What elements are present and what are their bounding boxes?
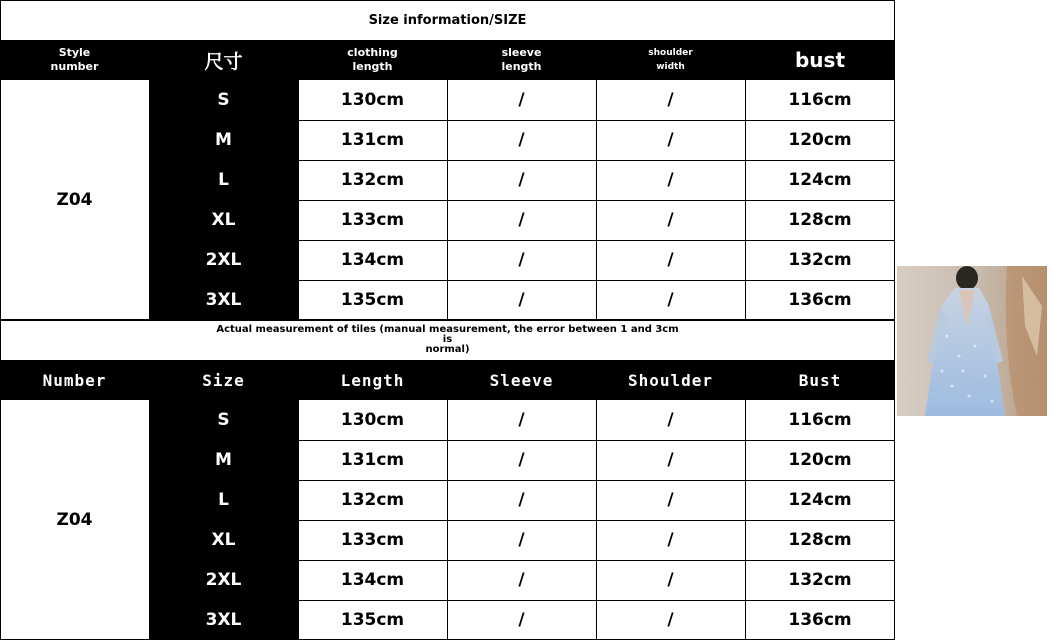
sleeve-cell bbox=[447, 400, 596, 440]
bust-cell bbox=[745, 120, 895, 160]
length-cell bbox=[298, 400, 447, 440]
grid-line bbox=[447, 400, 448, 640]
shoulder-cell-text: / bbox=[667, 530, 674, 550]
dress-model-image bbox=[897, 266, 1047, 416]
size-cell bbox=[149, 200, 298, 240]
size-cell-text: M bbox=[215, 450, 232, 470]
header-line-2: width bbox=[656, 62, 685, 72]
length-cell bbox=[298, 240, 447, 280]
shoulder-cell-text: / bbox=[667, 450, 674, 470]
length-cell bbox=[298, 80, 447, 120]
bust-cell bbox=[745, 480, 895, 520]
sleeve-cell-text: / bbox=[518, 90, 525, 110]
size-cell-text: 3XL bbox=[205, 290, 242, 310]
bust-cell bbox=[745, 200, 895, 240]
grid-line bbox=[298, 400, 299, 640]
length-cell bbox=[298, 160, 447, 200]
sleeve-cell-text: / bbox=[518, 290, 525, 310]
shoulder-cell bbox=[596, 80, 745, 120]
length-cell-text: 132cm bbox=[340, 170, 405, 190]
length-cell-text: 130cm bbox=[340, 90, 405, 110]
bust-cell-text: 132cm bbox=[788, 570, 852, 590]
grid-line bbox=[0, 320, 1, 640]
bust-cell bbox=[745, 160, 895, 200]
bust-cell-text: 120cm bbox=[788, 450, 852, 470]
header-line-1: bust bbox=[794, 48, 846, 72]
column-header-text bbox=[648, 46, 692, 74]
sleeve-cell bbox=[447, 200, 596, 240]
shoulder-cell bbox=[596, 120, 745, 160]
column-header-text bbox=[347, 46, 397, 74]
sleeve-cell bbox=[447, 120, 596, 160]
size-cell-text: S bbox=[217, 90, 230, 110]
grid-line bbox=[447, 80, 448, 320]
length-cell bbox=[298, 480, 447, 520]
length-cell bbox=[298, 440, 447, 480]
column-header-text bbox=[501, 46, 541, 74]
bust-cell bbox=[745, 600, 895, 640]
sleeve-cell bbox=[447, 480, 596, 520]
sleeve-cell-text: / bbox=[518, 170, 525, 190]
grid-line bbox=[0, 0, 1, 320]
size-cell-text: M bbox=[215, 130, 232, 150]
size-cell-text: 3XL bbox=[205, 610, 242, 630]
shoulder-cell bbox=[596, 400, 745, 440]
bust-cell bbox=[745, 280, 895, 320]
header-line-1: shoulder bbox=[648, 48, 693, 58]
header-line-1: 尺寸 bbox=[204, 50, 243, 73]
size-cell-text: 2XL bbox=[205, 570, 242, 590]
sleeve-cell-text: / bbox=[518, 610, 525, 630]
shoulder-cell-text: / bbox=[667, 170, 674, 190]
bust-cell bbox=[745, 560, 895, 600]
shoulder-cell bbox=[596, 520, 745, 560]
column-header-text: Bust bbox=[798, 370, 842, 390]
bust-cell-text: 120cm bbox=[788, 130, 852, 150]
size-cell bbox=[149, 480, 298, 520]
column-header bbox=[745, 40, 895, 80]
shoulder-cell-text: / bbox=[667, 290, 674, 310]
header-line-1: clothing bbox=[347, 46, 398, 59]
shoulder-cell-text: / bbox=[667, 250, 674, 270]
column-header-text: Sleeve bbox=[489, 370, 554, 390]
header-line-2: length bbox=[501, 60, 542, 73]
sleeve-cell-text: / bbox=[518, 570, 525, 590]
length-cell-text: 131cm bbox=[340, 130, 405, 150]
note-text bbox=[213, 325, 683, 355]
length-cell-text: 132cm bbox=[340, 490, 405, 510]
shoulder-cell bbox=[596, 480, 745, 520]
header-line-2: number bbox=[50, 60, 99, 73]
bust-cell-text: 136cm bbox=[788, 290, 852, 310]
size-cell-text: XL bbox=[211, 210, 236, 230]
size-cell bbox=[149, 120, 298, 160]
shoulder-cell-text: / bbox=[667, 90, 674, 110]
size-cell bbox=[149, 520, 298, 560]
style-number bbox=[0, 400, 149, 640]
column-header-text: Shoulder bbox=[627, 370, 714, 390]
header-line-2: length bbox=[352, 60, 393, 73]
column-header bbox=[149, 360, 298, 400]
size-cell bbox=[149, 160, 298, 200]
bust-cell bbox=[745, 400, 895, 440]
size-cell-text: L bbox=[218, 170, 229, 190]
length-cell bbox=[298, 200, 447, 240]
bust-cell-text: 128cm bbox=[788, 210, 852, 230]
sleeve-cell-text: / bbox=[518, 250, 525, 270]
column-header-text: Number bbox=[42, 370, 107, 390]
note-line-1: Actual measurement of tiles (manual measurement, the error between 1 and 3cm is bbox=[216, 324, 679, 345]
column-header-text: Size bbox=[202, 370, 245, 390]
column-header-text bbox=[795, 48, 845, 72]
sleeve-cell bbox=[447, 80, 596, 120]
grid-line bbox=[894, 320, 895, 640]
sleeve-cell bbox=[447, 240, 596, 280]
sleeve-cell bbox=[447, 600, 596, 640]
bust-cell-text: 132cm bbox=[788, 250, 852, 270]
length-cell-text: 134cm bbox=[340, 570, 405, 590]
length-cell-text: 130cm bbox=[340, 410, 405, 430]
size-cell bbox=[149, 280, 298, 320]
sleeve-cell bbox=[447, 520, 596, 560]
shoulder-cell bbox=[596, 440, 745, 480]
grid-line bbox=[745, 400, 746, 640]
grid-line bbox=[745, 80, 746, 320]
size-cell-text: S bbox=[217, 410, 230, 430]
column-header bbox=[745, 360, 895, 400]
bust-cell bbox=[745, 80, 895, 120]
sleeve-cell bbox=[447, 560, 596, 600]
sleeve-cell-text: / bbox=[518, 450, 525, 470]
bust-cell-text: 116cm bbox=[788, 90, 852, 110]
bust-cell-text: 128cm bbox=[788, 530, 852, 550]
header-line-1: Style bbox=[58, 46, 91, 59]
shoulder-cell-text: / bbox=[667, 130, 674, 150]
measurement-note bbox=[0, 320, 895, 360]
size-cell bbox=[149, 600, 298, 640]
bust-cell-text: 124cm bbox=[788, 490, 852, 510]
column-header-text bbox=[204, 47, 242, 74]
length-cell bbox=[298, 120, 447, 160]
length-cell bbox=[298, 560, 447, 600]
sleeve-cell-text: / bbox=[518, 130, 525, 150]
bust-cell-text: 116cm bbox=[788, 410, 852, 430]
grid-line bbox=[298, 80, 299, 320]
size-cell bbox=[149, 440, 298, 480]
column-header-text: Length bbox=[340, 370, 405, 390]
grid-line bbox=[596, 80, 597, 320]
shoulder-cell-text: / bbox=[667, 610, 674, 630]
grid-line bbox=[0, 0, 895, 1]
shoulder-cell bbox=[596, 600, 745, 640]
grid-line bbox=[894, 0, 895, 320]
style-number-text: Z04 bbox=[56, 190, 93, 210]
length-cell-text: 133cm bbox=[340, 530, 405, 550]
shoulder-cell-text: / bbox=[667, 570, 674, 590]
sleeve-cell-text: / bbox=[518, 530, 525, 550]
sleeve-cell-text: / bbox=[518, 410, 525, 430]
sleeve-cell bbox=[447, 440, 596, 480]
grid-line bbox=[0, 320, 895, 321]
product-photo bbox=[897, 266, 1047, 416]
size-cell-text: L bbox=[218, 490, 229, 510]
bust-cell-text: 136cm bbox=[788, 610, 852, 630]
length-cell-text: 131cm bbox=[340, 450, 405, 470]
length-cell-text: 135cm bbox=[340, 610, 405, 630]
bust-cell bbox=[745, 440, 895, 480]
shoulder-cell-text: / bbox=[667, 410, 674, 430]
shoulder-cell bbox=[596, 200, 745, 240]
length-cell bbox=[298, 280, 447, 320]
grid-line bbox=[596, 400, 597, 640]
sleeve-cell bbox=[447, 160, 596, 200]
column-header-text bbox=[51, 46, 99, 74]
length-cell-text: 135cm bbox=[340, 290, 405, 310]
table-title-text: Size information/SIZE bbox=[368, 12, 527, 28]
column-header bbox=[596, 360, 745, 400]
shoulder-cell-text: / bbox=[667, 210, 674, 230]
size-cell bbox=[149, 560, 298, 600]
shoulder-cell bbox=[596, 160, 745, 200]
sleeve-cell-text: / bbox=[518, 490, 525, 510]
note-line-2: normal) bbox=[425, 344, 470, 355]
header-line-1: sleeve bbox=[501, 46, 542, 59]
style-number bbox=[0, 80, 149, 320]
column-header bbox=[298, 40, 447, 80]
shoulder-cell-text: / bbox=[667, 490, 674, 510]
column-header bbox=[447, 360, 596, 400]
column-header bbox=[298, 360, 447, 400]
column-header bbox=[447, 40, 596, 80]
length-cell-text: 134cm bbox=[340, 250, 405, 270]
sleeve-cell-text: / bbox=[518, 210, 525, 230]
size-cell-text: XL bbox=[211, 530, 236, 550]
column-header bbox=[149, 40, 298, 80]
bust-cell bbox=[745, 520, 895, 560]
style-number-text: Z04 bbox=[56, 510, 93, 530]
column-header bbox=[0, 360, 149, 400]
bust-cell bbox=[745, 240, 895, 280]
column-header bbox=[0, 40, 149, 80]
sleeve-cell bbox=[447, 280, 596, 320]
size-cell bbox=[149, 80, 298, 120]
length-cell bbox=[298, 600, 447, 640]
shoulder-cell bbox=[596, 240, 745, 280]
shoulder-cell bbox=[596, 560, 745, 600]
size-cell bbox=[149, 400, 298, 440]
table-title bbox=[0, 0, 895, 40]
length-cell bbox=[298, 520, 447, 560]
bust-cell-text: 124cm bbox=[788, 170, 852, 190]
size-cell bbox=[149, 240, 298, 280]
shoulder-cell bbox=[596, 280, 745, 320]
size-cell-text: 2XL bbox=[205, 250, 242, 270]
column-header bbox=[596, 40, 745, 80]
length-cell-text: 133cm bbox=[340, 210, 405, 230]
